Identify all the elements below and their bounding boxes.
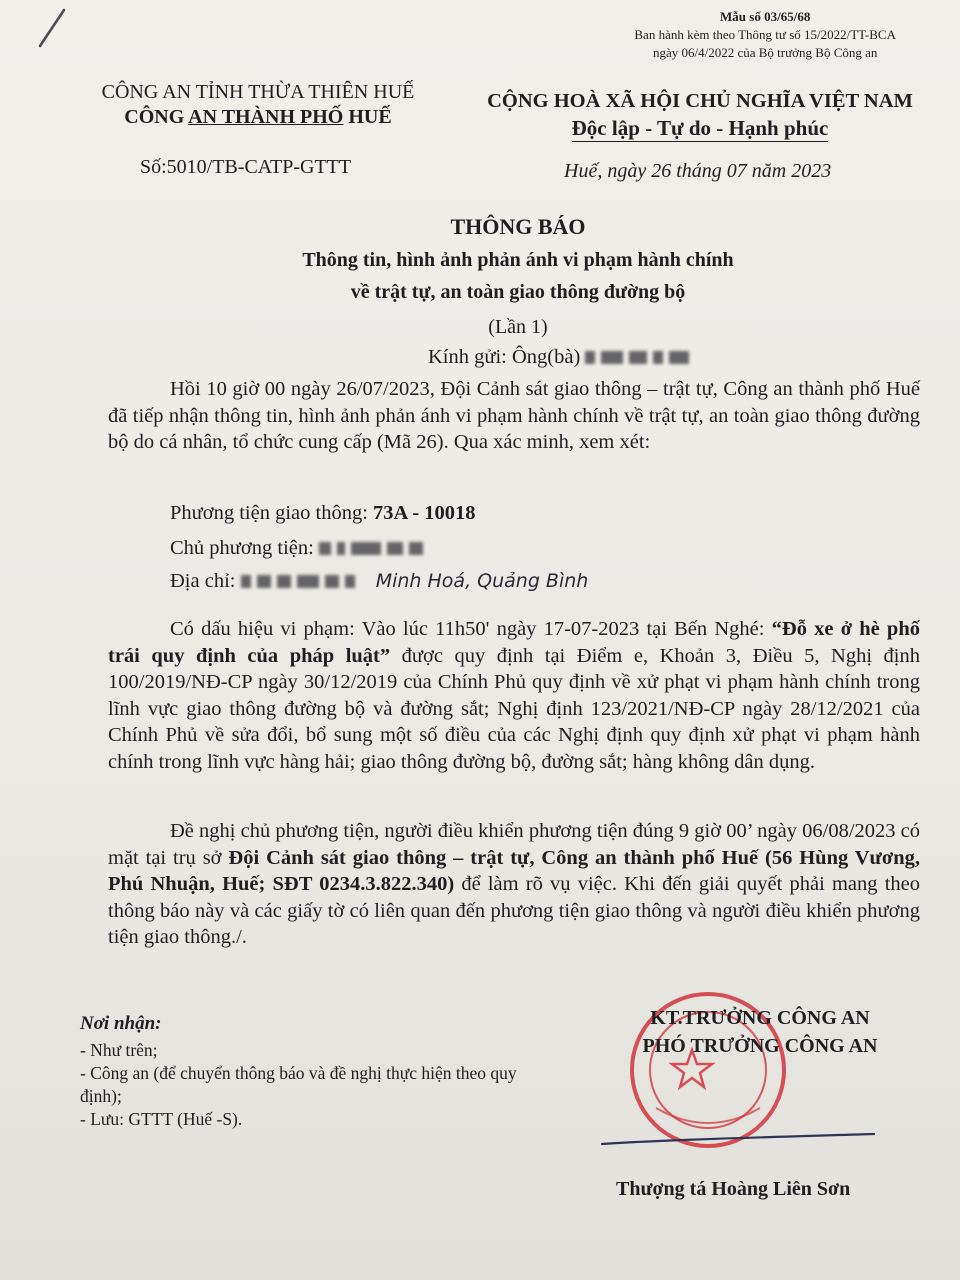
- agency-unit: [82, 105, 434, 130]
- pen-mark: [30, 6, 70, 52]
- recipients-block: [80, 1012, 550, 1131]
- form-reference: [634, 8, 896, 62]
- document-date: Huế, ngày 26 tháng 07 năm 2023: [564, 160, 832, 182]
- violation-legal-basis: được quy định tại Điểm e, Khoản 3, Điều 5, Nghị định 100/2019/NĐ-CP ngày 30/12/2019 của Chính Phủ quy định về xử phạt vi phạm hành chính trong lĩnh vực giao thông đường bộ và đường sắt; Nghị định 123/2021/NĐ-CP ngày 28/12/2021 của Chính Phủ về sửa đổi, bổ sung một số điều của các Nghị định quy định xử phạt vi phạm hành chính trong lĩnh vực hàng hải; giao thông đường bộ, đường sắt; hàng không dân dụng.: [108, 644, 920, 773]
- form-ref-line-1: Ban hành kèm theo Thông tư số 15/2022/TT-BCA: [634, 27, 896, 42]
- recipient-item: - Như trên;: [80, 1040, 158, 1060]
- document-subtitle-1: Thông tin, hình ảnh phản ánh vi phạm hành chính: [302, 249, 734, 271]
- vehicle-line: [170, 502, 476, 525]
- signature-title-2: PHÓ TRƯỞNG CÔNG AN: [642, 1035, 878, 1057]
- signature-block: [600, 1004, 920, 1060]
- request-intro: Đề nghị chủ phương tiện, người điều khiển phương tiện đúng 9 giờ 00’ ngày 06/08/2023 có mặt tại trụ sở: [108, 820, 920, 869]
- agency-unit-underlined: AN THÀNH PHỐ: [188, 106, 344, 128]
- intro-paragraph: Hồi 10 giờ 00 ngày 26/07/2023, Đội Cảnh sát giao thông – trật tự, Công an thành phố Huế đã tiếp nhận thông tin, hình ảnh phản ánh vi phạm hành chính về trật tự, an toàn giao thông đường bộ do cá nhân, tổ chức cung cấp (Mã 26). Qua xác minh, xem xét:: [108, 378, 920, 453]
- signer-name: Thượng tá Hoàng Liên Sơn: [616, 1178, 851, 1200]
- recipients-heading: Nơi nhận:: [80, 1013, 162, 1034]
- handwritten-signature: [600, 1128, 876, 1150]
- national-header: [470, 88, 930, 142]
- recipient-label: Kính gửi: Ông(bà): [428, 346, 581, 368]
- request-instructions: để làm rõ vụ việc. Khi đến giải quyết phải mang theo thông báo này và các giấy tờ có liên quan đến phương tiện giao thông và người điều khiển phương tiện giao thông./.: [108, 873, 920, 948]
- form-ref-line-2: ngày 06/4/2022 của Bộ trưởng Bộ Công an: [652, 45, 878, 60]
- address-line: [170, 570, 588, 594]
- signature-title-1: KT.TRƯỞNG CÔNG AN: [650, 1007, 870, 1029]
- vehicle-plate: 73A - 10018: [373, 502, 476, 524]
- recipient-item: - Công an (để chuyển thông báo và đề nghị thực hiện theo quy định);: [80, 1063, 517, 1106]
- nation-name: CỘNG HOÀ XÃ HỘI CHỦ NGHĨA VIỆT NAM: [487, 90, 913, 112]
- redacted-address: [241, 571, 361, 594]
- owner-line: [170, 537, 429, 561]
- redacted-name: [585, 347, 695, 370]
- nation-motto-text: Độc lập - Tự do - Hạnh phúc: [571, 116, 829, 140]
- handwritten-address: Minh Hoá, Quảng Bình: [375, 570, 589, 592]
- agency-parent: CÔNG AN TỈNH THỪA THIÊN HUẾ: [101, 81, 415, 103]
- agency-unit-post: HUẾ: [343, 106, 392, 128]
- recipient-item: - Lưu: GTTT (Huế -S).: [80, 1109, 243, 1129]
- agency-unit-pre: CÔNG: [124, 106, 189, 128]
- owner-label: Chủ phương tiện:: [170, 537, 314, 559]
- address-label: Địa chỉ:: [170, 570, 236, 592]
- document-title: THÔNG BÁO: [450, 214, 586, 239]
- request-paragraph: [108, 818, 920, 951]
- nation-motto: [470, 115, 930, 142]
- vehicle-label: Phương tiện giao thông:: [170, 502, 374, 524]
- redacted-owner: [319, 538, 429, 561]
- violation-intro: Có dấu hiệu vi phạm: Vào lúc 11h50' ngày 17-07-2023 tại Bến Nghé:: [170, 618, 772, 640]
- document-subtitle-2: về trật tự, an toàn giao thông đường bộ: [350, 281, 686, 303]
- form-code: Mẫu số 03/65/68: [720, 9, 811, 24]
- notice-round: (Lần 1): [488, 316, 548, 338]
- recipient-line: [428, 346, 695, 370]
- request-place: Đội Cảnh sát giao thông – trật tự, Công an thành phố Huế (56 Hùng Vương, Phú Nhuận, Huế; SĐT 0234.3.822.340): [108, 846, 920, 895]
- issuing-agency: [82, 80, 434, 130]
- violation-description: “Đỗ xe ở hè phố trái quy định của pháp luật”: [108, 618, 920, 667]
- violation-paragraph: [108, 616, 920, 775]
- document-number: Số:5010/TB-CATP-GTTT: [140, 156, 352, 178]
